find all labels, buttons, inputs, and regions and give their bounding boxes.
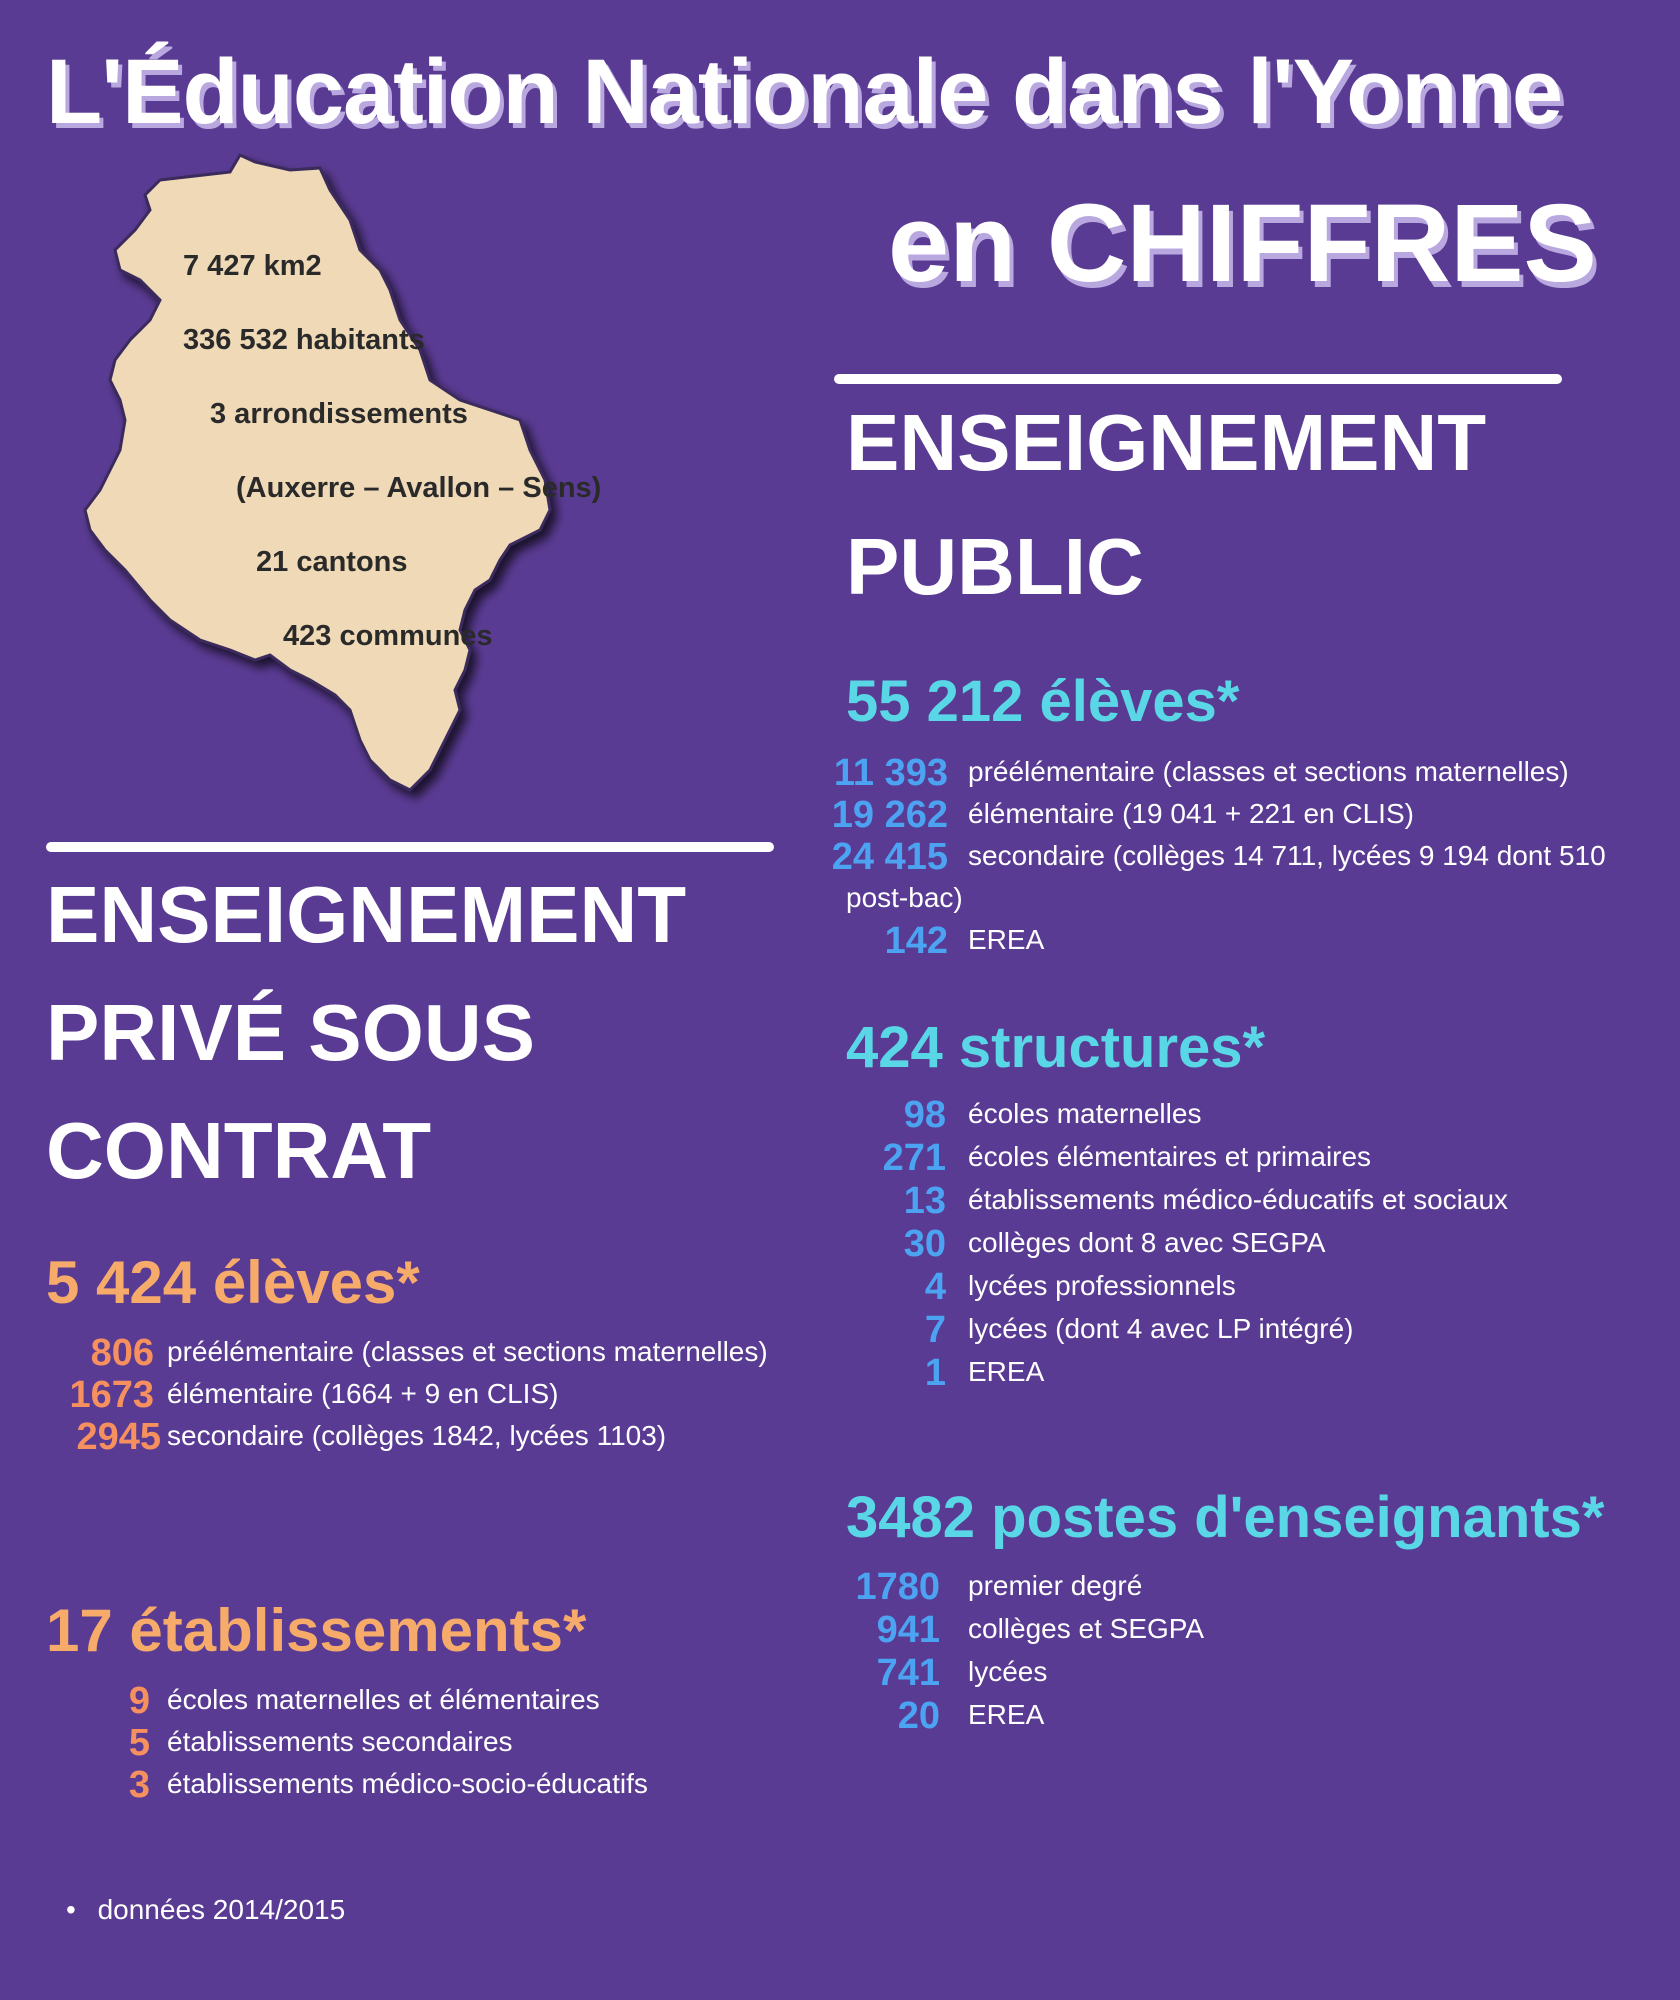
- row-label: écoles élémentaires et primaires: [968, 1141, 1372, 1172]
- public-postes-heading: 3482 postes d'enseignants*: [846, 1485, 1605, 1550]
- list-item: [830, 1652, 1680, 1695]
- list-item: [830, 1180, 1680, 1223]
- page-title: L'Éducation Nationale dans l'Yonne: [46, 41, 1562, 143]
- list-item: [50, 1680, 810, 1723]
- row-label: écoles maternelles et élémentaires: [167, 1684, 600, 1715]
- row-label: EREA: [968, 1356, 1045, 1387]
- row-label: établissements secondaires: [167, 1726, 513, 1757]
- row-label: lycées: [968, 1656, 1048, 1687]
- row-label: établissements médico-socio-éducatifs: [167, 1768, 648, 1799]
- prive-eleves-heading: 5 424 élèves*: [46, 1249, 420, 1316]
- row-number: 98: [903, 1094, 946, 1136]
- page-subtitle: en CHIFFRES: [888, 182, 1597, 305]
- public-divider: [834, 374, 1562, 384]
- list-item: [50, 1764, 810, 1807]
- row-number: 4: [924, 1266, 946, 1308]
- list-item: [830, 752, 1680, 795]
- prive-title-line-2: PRIVÉ SOUS: [46, 988, 536, 1077]
- prive-divider: [46, 842, 774, 852]
- row-label: premier degré: [968, 1570, 1143, 1601]
- row-number: 142: [884, 920, 948, 962]
- public-structures-heading: 424 structures*: [846, 1015, 1266, 1080]
- row-number: 19 262: [831, 794, 948, 836]
- map-fact-population: 336 532 habitants: [183, 324, 425, 356]
- list-item: [50, 1416, 810, 1459]
- footnote-text: données 2014/2015: [97, 1894, 346, 1925]
- list-item: [830, 1352, 1680, 1395]
- row-label: écoles maternelles: [968, 1098, 1202, 1129]
- map-fact-area: 7 427 km2: [183, 250, 322, 282]
- row-number: 24 415: [831, 836, 948, 878]
- prive-etablissements-heading: 17 établissements*: [46, 1597, 587, 1664]
- row-number: 3: [128, 1764, 150, 1806]
- row-number: 5: [128, 1722, 150, 1764]
- bullet-icon: •: [66, 1894, 76, 1925]
- row-number: 9: [128, 1680, 150, 1722]
- row-number: 1673: [69, 1374, 154, 1416]
- map-fact-communes: 423 communes: [283, 620, 493, 652]
- row-number: 271: [882, 1137, 946, 1179]
- map-fact-arrondissements: 3 arrondissements: [210, 398, 468, 430]
- row-number: 806: [90, 1332, 154, 1374]
- row-number: 2945: [76, 1416, 161, 1458]
- row-label: préélémentaire (classes et sections maternelles): [167, 1336, 768, 1367]
- row-number: 941: [876, 1609, 940, 1651]
- list-item: [830, 1695, 1680, 1738]
- list-item: [830, 1137, 1680, 1180]
- row-number: 1: [924, 1352, 946, 1394]
- list-item: [830, 1094, 1680, 1137]
- row-number: 13: [903, 1180, 946, 1222]
- list-item: [50, 1374, 810, 1417]
- row-label: collèges dont 8 avec SEGPA: [968, 1227, 1326, 1258]
- public-title-line-1: ENSEIGNEMENT: [846, 398, 1487, 487]
- row-label: lycées professionnels: [968, 1270, 1236, 1301]
- public-title-line-2: PUBLIC: [846, 522, 1144, 611]
- row-label: secondaire (collèges 1842, lycées 1103): [167, 1420, 667, 1451]
- list-item: [830, 920, 1680, 963]
- prive-title-line-1: ENSEIGNEMENT: [46, 870, 687, 959]
- row-label: EREA: [968, 1699, 1045, 1730]
- list-item: [830, 1309, 1680, 1352]
- row-label-continuation: post-bac): [846, 882, 963, 913]
- list-item: [830, 794, 1680, 837]
- map-fact-cantons: 21 cantons: [256, 546, 408, 578]
- row-label: préélémentaire (classes et sections maternelles): [968, 756, 1569, 787]
- row-number: 1780: [855, 1566, 940, 1608]
- list-item: [830, 1223, 1680, 1266]
- list-item: [830, 1566, 1680, 1609]
- public-eleves-heading: 55 212 élèves*: [846, 669, 1240, 734]
- list-item: [830, 1266, 1680, 1309]
- row-label: EREA: [968, 924, 1045, 955]
- row-label: élémentaire (19 041 + 221 en CLIS): [968, 798, 1414, 829]
- map-fact-arrondissement-names: (Auxerre – Avallon – Sens): [236, 472, 602, 504]
- footnote: [66, 1894, 345, 1926]
- row-number: 20: [897, 1695, 940, 1737]
- row-number: 30: [903, 1223, 946, 1265]
- row-label: lycées (dont 4 avec LP intégré): [968, 1313, 1354, 1344]
- prive-title-line-3: CONTRAT: [46, 1106, 432, 1195]
- row-number: 741: [876, 1652, 940, 1694]
- row-number: 11 393: [833, 752, 948, 794]
- row-label: élémentaire (1664 + 9 en CLIS): [167, 1378, 559, 1409]
- row-number: 7: [924, 1309, 946, 1351]
- list-item: [830, 1609, 1680, 1652]
- list-item: [830, 836, 1680, 879]
- list-item: [50, 1332, 810, 1375]
- row-label: collèges et SEGPA: [968, 1613, 1205, 1644]
- row-label: secondaire (collèges 14 711, lycées 9 194 dont 510: [968, 840, 1606, 871]
- list-item: [50, 1722, 810, 1765]
- row-label: établissements médico-éducatifs et sociaux: [968, 1184, 1509, 1215]
